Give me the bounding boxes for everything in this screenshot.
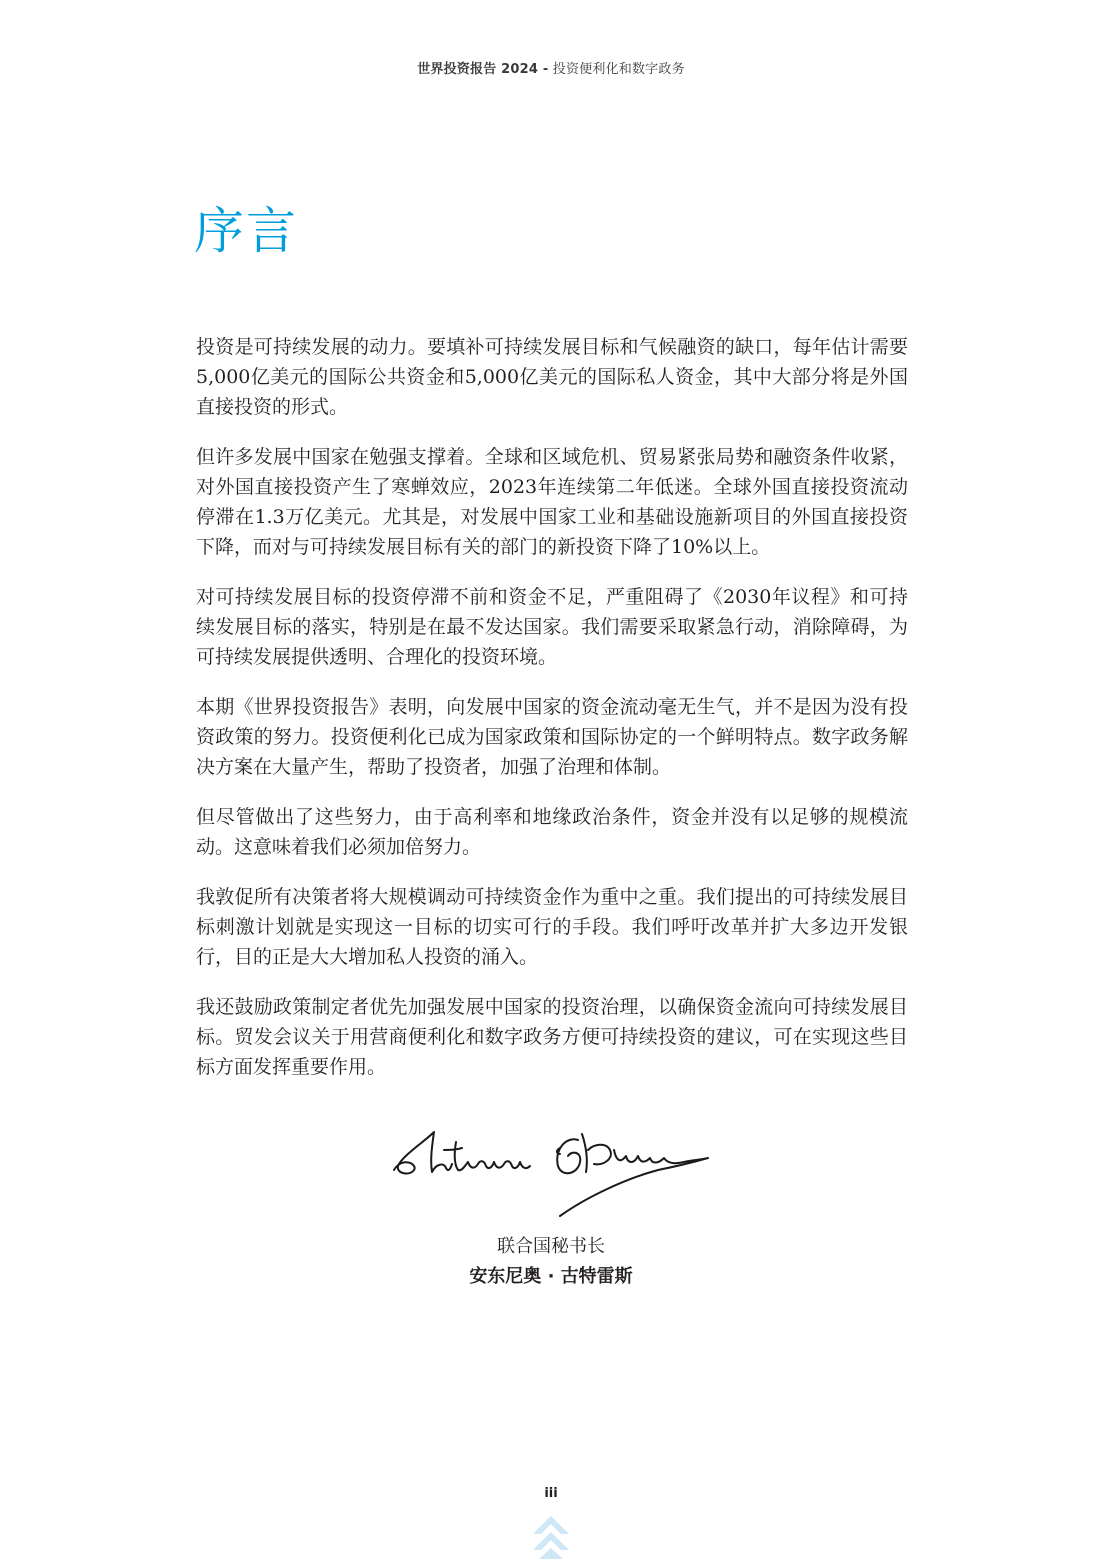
handwritten-signature bbox=[388, 1120, 712, 1224]
running-header bbox=[0, 58, 1102, 77]
paragraph: 但许多发展中国家在勉强支撑着。全球和区域危机、贸易紧张局势和融资条件收紧，对外国直接投资产生了寒蝉效应，2023年连续第二年低迷。全球外国直接投资流动停滞在1.3万亿美元。尤其是，对发展中国家工业和基础设施新项目的外国直接投资下降，而对与可持续发展目标有关的部门的新投资下降了10%以上。 bbox=[196, 446, 908, 558]
paragraph: 对可持续发展目标的投资停滞不前和资金不足，严重阻碍了《2030年议程》和可持续发展目标的落实，特别是在最不发达国家。我们需要采取紧急行动，消除障碍，为可持续发展提供透明、合理化的投资环境。 bbox=[196, 586, 908, 668]
paragraph: 但尽管做出了这些努力，由于高利率和地缘政治条件，资金并没有以足够的规模流动。这意味着我们必须加倍努力。 bbox=[196, 806, 908, 858]
paragraph: 投资是可持续发展的动力。要填补可持续发展目标和气候融资的缺口，每年估计需要5,000亿美元的国际公共资金和5,000亿美元的国际私人资金，其中大部分将是外国直接投资的形式。 bbox=[196, 336, 908, 418]
paragraph: 我还鼓励政策制定者优先加强发展中国家的投资治理，以确保资金流向可持续发展目标。贸发会议关于用营商便利化和数字政务方便可持续投资的建议，可在实现这些目标方面发挥重要作用。 bbox=[196, 996, 908, 1078]
report-title: 世界投资报告 2024 - bbox=[417, 62, 549, 77]
signature-block bbox=[0, 1232, 1102, 1292]
chevron-up-icon bbox=[531, 1514, 571, 1559]
paragraph: 本期《世界投资报告》表明，向发展中国家的资金流动毫无生气，并不是因为没有投资政策的努力。投资便利化已成为国家政策和国际协定的一个鲜明特点。数字政务解决方案在大量产生，帮助了投资者，加强了治理和体制。 bbox=[196, 696, 908, 778]
signatory-title: 联合国秘书长 bbox=[497, 1236, 605, 1257]
report-subtitle: 投资便利化和数字政务 bbox=[548, 62, 685, 77]
page-title: 序言 bbox=[194, 202, 298, 260]
paragraph: 我敦促所有决策者将大规模调动可持续资金作为重中之重。我们提出的可持续发展目标刺激计划就是实现这一目标的切实可行的手段。我们呼吁改革并扩大多边开发银行，目的正是大大增加私人投资的涌入。 bbox=[196, 886, 908, 968]
signatory-name: 安东尼奥 · 古特雷斯 bbox=[469, 1266, 633, 1287]
foreword-body bbox=[196, 332, 908, 1102]
page-number: iii bbox=[544, 1486, 558, 1501]
